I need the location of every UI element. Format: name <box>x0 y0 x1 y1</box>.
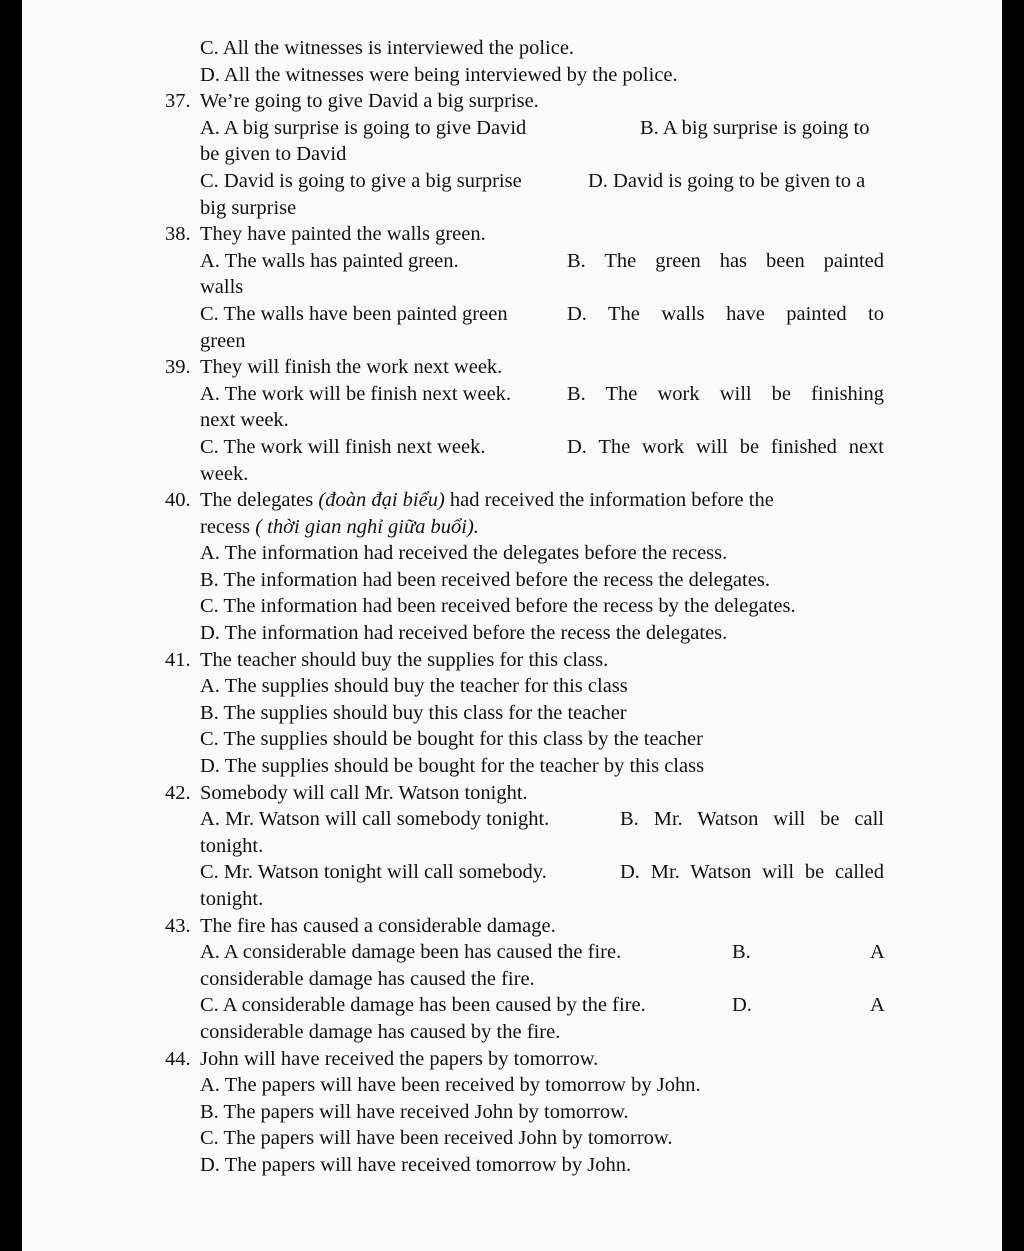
q39-option-c: C. The work will finish next week. <box>200 435 486 458</box>
q43-option-a: A. A considerable damage been has caused the fire. <box>200 941 622 964</box>
q44-option-c: C. The papers will have been received John by tomorrow. <box>200 1127 673 1150</box>
q40-option-b: B. The information had been received before the recess the delegates. <box>200 568 770 591</box>
q41-option-b: B. The supplies should buy this class for the teacher <box>200 701 627 724</box>
q36-option-d: D. All the witnesses were being interviewed by the police. <box>200 63 678 86</box>
q40-number: 40. <box>165 489 191 512</box>
q39-option-d-wrap: week. <box>200 462 249 485</box>
q40-question-line <box>22 487 1002 514</box>
q42-option-b-cont <box>22 833 1002 860</box>
q43-option-c: C. A considerable damage has been caused by the fire. <box>200 994 646 1017</box>
q37-option-b: B. A big surprise is going to <box>640 116 870 139</box>
q43-option-b-word: A <box>870 941 885 964</box>
q42-options-ab <box>22 806 1002 833</box>
q37-option-d-cont <box>22 195 1002 222</box>
q38-options-ab <box>22 248 1002 275</box>
q44-option-d: D. The papers will have received tomorrow by John. <box>200 1153 632 1176</box>
q37-option-d-wrap: big surprise <box>200 196 297 219</box>
exercise-content <box>22 35 1002 1179</box>
q39-options-ab <box>22 381 1002 408</box>
q40-question-start: The delegates <box>200 489 319 512</box>
q39-option-a: A. The work will be finish next week. <box>200 382 512 405</box>
q39-option-d-cont <box>22 461 1002 488</box>
q44-option-d-line <box>22 1152 1002 1179</box>
q43-option-d-word: A <box>870 994 885 1017</box>
q42-option-a: A. Mr. Watson will call somebody tonight. <box>200 808 550 831</box>
q38-option-d-cont <box>22 328 1002 355</box>
q39-options-cd <box>22 434 1002 461</box>
q42-option-c: C. Mr. Watson tonight will call somebody. <box>200 861 547 884</box>
q40-question-cont <box>200 514 479 541</box>
q43-option-b-wrap: considerable damage has caused the fire. <box>200 967 535 990</box>
q38-option-a: A. The walls has painted green. <box>200 249 459 272</box>
q44-option-c-line <box>22 1125 1002 1152</box>
q40-gloss-recess: ( thời gian nghỉ giữa buổi). <box>255 515 479 538</box>
q42-option-b-wrap: tonight. <box>200 834 264 857</box>
q40-option-a-line <box>22 540 1002 567</box>
q43-option-b-label: B. <box>732 941 751 964</box>
q38-option-d-wrap: green <box>200 329 246 352</box>
q37-option-a: A. A big surprise is going to give David <box>200 116 527 139</box>
q43-option-d-label: D. <box>732 994 752 1017</box>
q40-option-c-line <box>22 593 1002 620</box>
q43-question-line <box>22 913 1002 940</box>
q43-option-d-wrap: considerable damage has caused by the fire. <box>200 1020 561 1043</box>
q38-option-b-cont <box>22 274 1002 301</box>
q44-question-line <box>22 1046 1002 1073</box>
q39-option-b: B. The work will be finishing <box>567 382 884 405</box>
q38-option-b-wrap: walls <box>200 276 244 299</box>
q42-options-cd <box>22 859 1002 886</box>
q44-option-b: B. The papers will have received John by tomorrow. <box>200 1100 629 1123</box>
q44-option-b-line <box>22 1099 1002 1126</box>
q37-options-ab <box>22 115 1002 142</box>
q37-question: We’re going to give David a big surprise. <box>200 90 539 113</box>
q40-question-line-2 <box>22 514 1002 541</box>
q38-question: They have painted the walls green. <box>200 223 486 246</box>
q38-option-c: C. The walls have been painted green <box>200 302 508 325</box>
q42-number: 42. <box>165 781 191 804</box>
q38-question-line <box>22 221 1002 248</box>
q43-options-ab <box>22 939 1002 966</box>
q39-number: 39. <box>165 356 191 379</box>
q44-option-a: A. The papers will have been received by tomorrow by John. <box>200 1074 701 1097</box>
q40-option-a: A. The information had received the delegates before the recess. <box>200 542 728 565</box>
q37-question-line <box>22 88 1002 115</box>
q41-number: 41. <box>165 648 191 671</box>
q40-option-d-line <box>22 620 1002 647</box>
q39-question: They will finish the work next week. <box>200 356 503 379</box>
q41-option-d-line <box>22 753 1002 780</box>
q36-option-c: C. All the witnesses is interviewed the police. <box>200 37 575 59</box>
q39-option-b-wrap: next week. <box>200 409 289 432</box>
q37-number: 37. <box>165 90 191 113</box>
document-page <box>22 0 1002 1251</box>
q39-option-d: D. The work will be finished next <box>567 435 884 458</box>
q36-option-c-line <box>22 35 1002 62</box>
q40-gloss-delegates: (đoàn đại biểu) <box>318 489 445 512</box>
q40-question <box>200 487 774 514</box>
q40-option-c: C. The information had been received before the recess by the delegates. <box>200 595 796 618</box>
q42-option-b: B. Mr. Watson will be call <box>620 808 884 831</box>
q37-option-d: D. David is going to be given to a <box>588 169 866 192</box>
q42-option-d-wrap: tonight. <box>200 888 264 910</box>
q41-question: The teacher should buy the supplies for this class. <box>200 648 609 671</box>
q43-question: The fire has caused a considerable damage. <box>200 914 556 937</box>
q36-option-d-line <box>22 62 1002 89</box>
q40-question-recess: recess <box>200 515 256 538</box>
q39-question-line <box>22 354 1002 381</box>
q41-option-b-line <box>22 700 1002 727</box>
q41-option-c-line <box>22 726 1002 753</box>
q44-question: John will have received the papers by tomorrow. <box>200 1047 599 1070</box>
q43-option-d-cont <box>22 1019 1002 1046</box>
q37-option-b-cont <box>22 141 1002 168</box>
q42-question-line <box>22 780 1002 807</box>
q40-option-b-line <box>22 567 1002 594</box>
q37-options-cd <box>22 168 1002 195</box>
q43-number: 43. <box>165 914 191 937</box>
q43-options-cd <box>22 992 1002 1019</box>
q38-option-d: D. The walls have painted to <box>567 302 884 325</box>
q41-option-a-line <box>22 673 1002 700</box>
q37-option-c: C. David is going to give a big surprise <box>200 169 522 192</box>
q44-number: 44. <box>165 1047 191 1070</box>
q41-option-c: C. The supplies should be bought for this class by the teacher <box>200 728 703 751</box>
q41-question-line <box>22 647 1002 674</box>
q44-option-a-line <box>22 1072 1002 1099</box>
q40-question-mid: had received the information before the <box>444 489 774 512</box>
q42-option-d-cont <box>22 886 1002 913</box>
q42-question: Somebody will call Mr. Watson tonight. <box>200 781 528 804</box>
q38-option-b: B. The green has been painted <box>567 249 884 272</box>
q43-option-b-cont <box>22 966 1002 993</box>
q41-option-d: D. The supplies should be bought for the teacher by this class <box>200 755 705 778</box>
q37-option-b-wrap: be given to David <box>200 143 347 166</box>
q40-option-d: D. The information had received before the recess the delegates. <box>200 622 728 645</box>
q38-options-cd <box>22 301 1002 328</box>
q38-number: 38. <box>165 223 191 246</box>
q42-option-d: D. Mr. Watson will be called <box>620 861 884 884</box>
q39-option-b-cont <box>22 407 1002 434</box>
q41-option-a: A. The supplies should buy the teacher for this class <box>200 675 628 698</box>
